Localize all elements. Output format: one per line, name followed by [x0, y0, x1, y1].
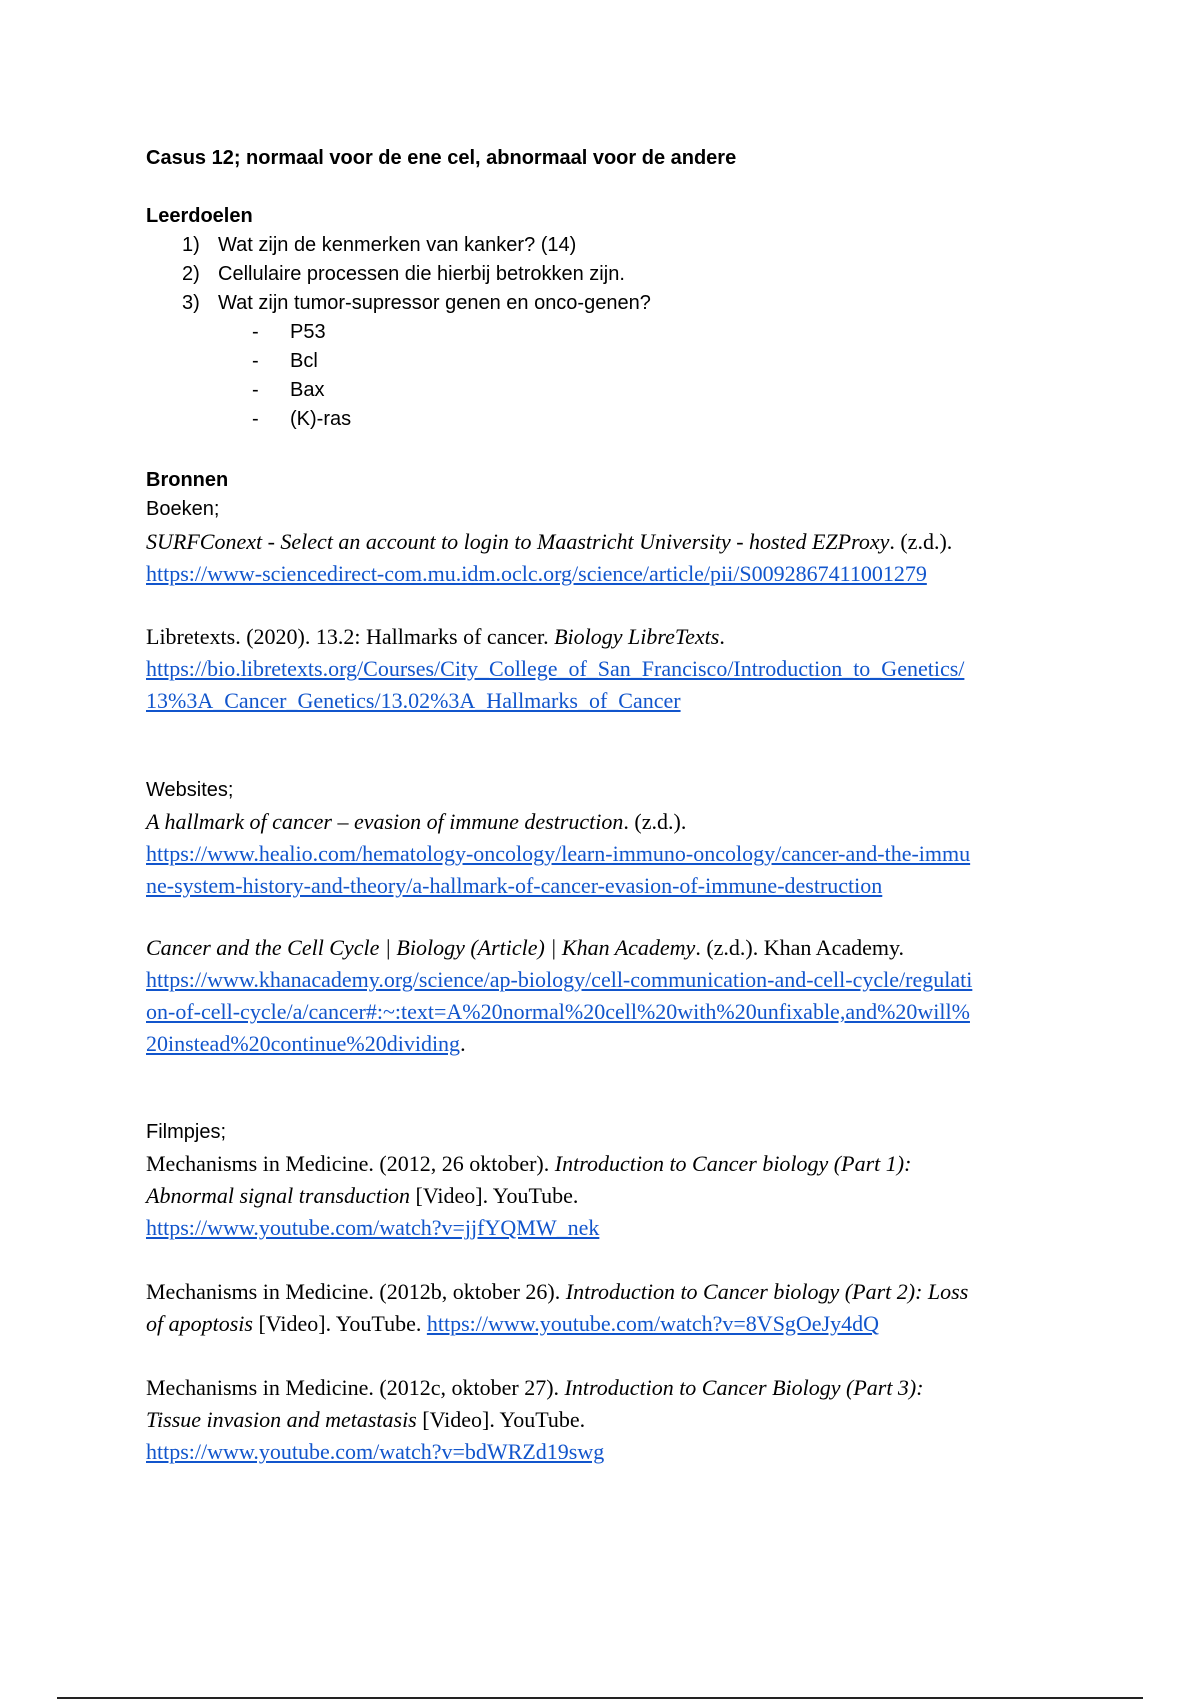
learning-goals-heading: Leerdoelen: [146, 205, 253, 227]
reference-line: [146, 932, 1066, 964]
reference-link-continued[interactable]: ne-system-history-and-theory/a-hallmark-of-cancer-evasion-of-immune-destruction: [146, 873, 883, 898]
reference-link[interactable]: https://www.youtube.com/watch?v=8VSgOeJy4dQ: [426, 1311, 880, 1336]
reference-title: Introduction to Cancer biology (Part 2): Loss: [565, 1279, 969, 1304]
list-dash: -: [252, 350, 259, 372]
reference-line: [146, 1276, 1066, 1308]
reference-line: [146, 1148, 1066, 1180]
sub-list-item: [146, 347, 1066, 376]
reference-video-3: [146, 1372, 1066, 1468]
reference-author: Mechanisms in Medicine. (2012b, oktober 26).: [146, 1279, 566, 1304]
reference-web-1: [146, 806, 1066, 902]
books-label: Boeken;: [146, 498, 220, 520]
reference-author: Mechanisms in Medicine. (2012, 26 oktober).: [146, 1151, 555, 1176]
reference-journal: Biology LibreTexts: [554, 624, 720, 649]
reference-link-continued[interactable]: on-of-cell-cycle/a/cancer#:~:text=A%20normal%20cell%20with%20unfixable,and%20will%: [146, 999, 970, 1024]
reference-title: A hallmark of cancer – evasion of immune destruction: [146, 809, 624, 834]
sub-list-item: [146, 318, 1066, 347]
reference-author: Mechanisms in Medicine. (2012c, oktober 27).: [146, 1375, 565, 1400]
reference-link-continued[interactable]: 20instead%20continue%20dividing: [146, 1031, 461, 1056]
reference-title-continued: of apoptosis: [146, 1311, 253, 1336]
reference-link[interactable]: https://www.khanacademy.org/science/ap-biology/cell-communication-and-cell-cycle/regulati: [146, 967, 973, 992]
list-item-text: Wat zijn de kenmerken van kanker? (14): [218, 234, 577, 256]
sub-list-item-text: (K)-ras: [290, 408, 352, 430]
reference-video-1: [146, 1148, 1066, 1244]
reference-title: Introduction to Cancer biology (Part 1):: [554, 1151, 912, 1176]
reference-meta: . (z.d.).: [889, 529, 953, 554]
learning-goals-section: [146, 202, 1066, 434]
reference-line: [146, 1404, 1066, 1436]
reference-video-2: [146, 1276, 1066, 1340]
sub-list-item-text: P53: [290, 321, 326, 343]
reference-meta: [Video]. YouTube.: [410, 1183, 579, 1208]
list-item-text: Cellulaire processen die hierbij betrokken zijn.: [218, 263, 625, 285]
list-dash: -: [252, 408, 259, 430]
reference-title: SURFConext - Select an account to login to Maastricht University - hosted EZProxy: [146, 529, 890, 554]
reference-link[interactable]: https://bio.libretexts.org/Courses/City_College_of_San_Francisco/Introduction_to_Genetics/: [146, 656, 965, 681]
reference-line: [146, 806, 1066, 838]
list-number: 2): [182, 263, 200, 285]
sub-list-item: [146, 405, 1066, 434]
sub-list-item-text: Bax: [290, 379, 325, 401]
list-number: 3): [182, 292, 200, 314]
reference-meta: [Video]. YouTube.: [252, 1311, 427, 1336]
list-item-text: Wat zijn tumor-supressor genen en onco-genen?: [218, 292, 651, 314]
reference-link[interactable]: https://www.healio.com/hematology-oncology/learn-immuno-oncology/cancer-and-the-immu: [146, 841, 971, 866]
reference-title: Cancer and the Cell Cycle | Biology (Article) | Khan Academy: [146, 935, 696, 960]
page-bottom-rule: [57, 1697, 1143, 1699]
reference-link-continued[interactable]: 13%3A_Cancer_Genetics/13.02%3A_Hallmarks_of_Cancer: [146, 688, 681, 713]
reference-book-2: [146, 621, 1066, 717]
sub-list-item: [146, 376, 1066, 405]
sources-section: [146, 466, 1066, 524]
reference-line: [146, 1308, 1066, 1340]
reference-book-1: [146, 526, 1066, 590]
reference-web-2: [146, 932, 1066, 1060]
list-item: [146, 231, 1066, 260]
reference-meta: .: [719, 624, 725, 649]
list-dash: -: [252, 321, 259, 343]
reference-title: Introduction to Cancer Biology (Part 3):: [564, 1375, 924, 1400]
reference-meta: . (z.d.).: [623, 809, 687, 834]
reference-line: [146, 621, 1066, 653]
reference-line: [146, 1180, 1066, 1212]
websites-label: Websites;: [146, 779, 234, 801]
list-item: [146, 289, 1066, 318]
reference-link[interactable]: https://www.youtube.com/watch?v=jjfYQMW_nek: [146, 1215, 600, 1240]
reference-title-continued: Tissue invasion and metastasis: [146, 1407, 417, 1432]
reference-link[interactable]: https://www.youtube.com/watch?v=bdWRZd19swg: [146, 1439, 605, 1464]
list-number: 1): [182, 234, 200, 256]
reference-title-continued: Abnormal signal transduction: [146, 1183, 411, 1208]
reference-punctuation: .: [460, 1031, 466, 1056]
reference-line: [146, 1372, 1066, 1404]
reference-author: Libretexts. (2020). 13.2: Hallmarks of cancer.: [146, 624, 555, 649]
reference-meta: [Video]. YouTube.: [416, 1407, 586, 1432]
list-dash: -: [252, 379, 259, 401]
reference-line: [146, 526, 1066, 558]
reference-meta: . (z.d.). Khan Academy.: [695, 935, 905, 960]
list-item: [146, 260, 1066, 289]
reference-link[interactable]: https://www-sciencedirect-com.mu.idm.oclc.org/science/article/pii/S0092867411001279: [146, 561, 927, 586]
document-title: Casus 12; normaal voor de ene cel, abnormaal voor de andere: [146, 147, 737, 169]
sub-list-item-text: Bcl: [290, 350, 318, 372]
sources-heading: Bronnen: [146, 469, 229, 491]
videos-label: Filmpjes;: [146, 1121, 227, 1143]
